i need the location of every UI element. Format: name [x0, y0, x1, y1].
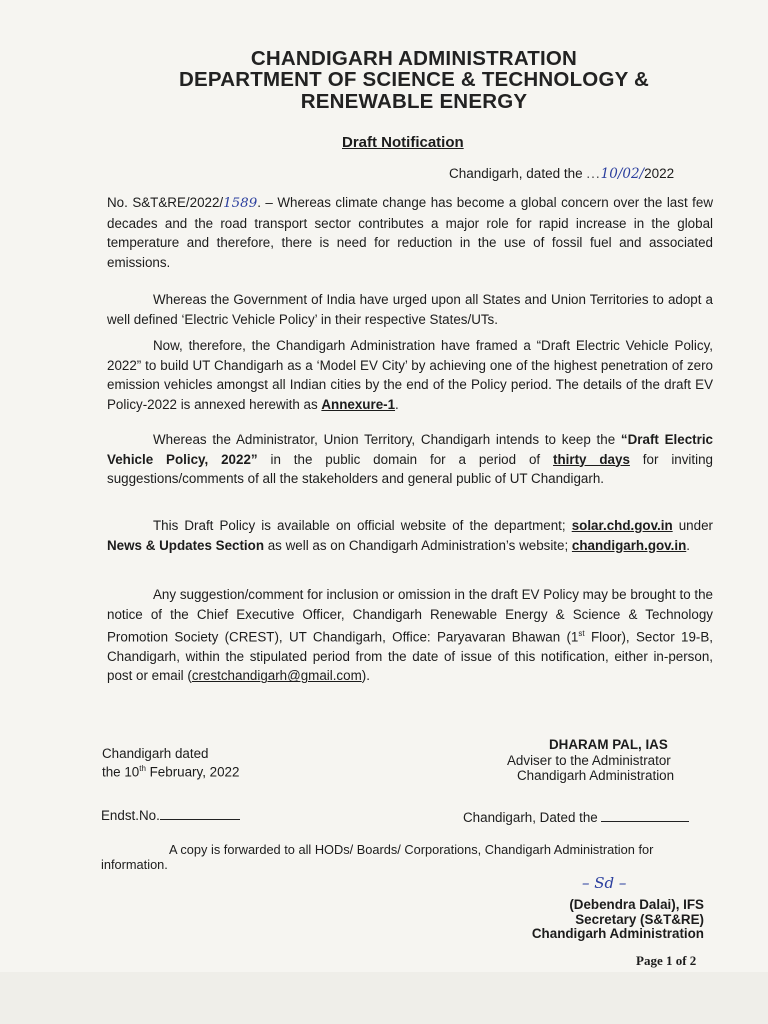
header-line-1: CHANDIGARH ADMINISTRATION: [250, 47, 578, 70]
reference-prefix: No. S&T&RE/2022/: [107, 195, 224, 210]
signatory-title: Adviser to the Administrator: [507, 753, 671, 768]
issue-date-line-2: [102, 760, 239, 780]
paragraph-6: [107, 585, 713, 686]
thirty-days: thirty days: [553, 451, 630, 467]
paragraph-3-end: .: [395, 396, 399, 412]
signatory-organization: Chandigarh Administration: [517, 768, 675, 783]
paragraph-3-text: Now, therefore, the Chandigarh Administration have framed a “Draft Electric Vehicle Policy, 2022” to build UT Chandigarh as a ‘Model EV City’ by achieving one of the highest penetration of zero emission vehicles amongst all Indian cities by the end of the Policy period. The details of the draft EV Policy-2022 is annexed herewith as: [107, 338, 713, 412]
forwarding-note: [101, 842, 707, 872]
secretary-title: Secretary (S&T&RE): [575, 912, 704, 927]
date-prefix: Chandigarh, dated the: [449, 166, 583, 181]
page-number: Page 1 of 2: [636, 953, 697, 968]
date-dots: ...: [586, 166, 601, 181]
news-updates-section: News & Updates Section: [107, 537, 265, 553]
endorsement-number-blank: [160, 807, 240, 820]
scan-bottom-edge: [0, 972, 768, 1024]
paragraph-6-end: ).: [361, 668, 370, 684]
issue-date-day: the 10: [102, 764, 140, 780]
administration-website-link[interactable]: chandigarh.gov.in: [571, 537, 687, 553]
department-website-link[interactable]: solar.chd.gov.in: [571, 518, 673, 533]
reference-dash: . –: [257, 195, 273, 210]
paragraph-5-text-b: under: [672, 518, 713, 533]
paragraph-4-text-c: for inviting suggestions/comments of all the stakeholders and general public of UT Chandigarh.: [107, 451, 713, 486]
signature-mark: – Sd –: [582, 874, 627, 892]
paragraph-2: Whereas the Government of India have urged upon all States and Union Territories to adopt a well defined ‘Electric Vehicle Policy’ in their respective States/UTs.: [107, 292, 713, 327]
endorsement-number: [101, 807, 240, 824]
paragraph-1-text: Whereas climate change has become a global concern over the last few decades and the road transport sector contributes a major role for rapid increase in the global temperature and therefore, there is need for reduction in the use of fossil fuel and associated emissions.: [107, 195, 713, 270]
notice-title: Draft Notification: [342, 134, 464, 151]
paragraph-1: [107, 193, 713, 272]
date-year: 2022: [644, 166, 675, 181]
signatory-name: DHARAM PAL, IAS: [549, 737, 668, 752]
paragraph-6-text-b: Floor), Sector 19-B, Chandigarh, within the stipulated period from the date of issue of this notification, either in-person, post or email (: [107, 629, 714, 684]
date-line: [449, 166, 674, 182]
handwritten-reference-number: 1589: [223, 196, 258, 211]
endorsement-date: [463, 809, 689, 826]
forwarding-text: A copy is forwarded to all HODs/ Boards/ Corporations, Chandigarh Administration for information.: [101, 842, 654, 872]
paragraph-5-text-c: as well as on Chandigarh Administration’s website;: [264, 537, 572, 553]
header-line-2: DEPARTMENT OF SCIENCE & TECHNOLOGY &: [179, 68, 649, 91]
ordinal-th: th: [139, 764, 146, 773]
annexure-reference: Annexure-1: [321, 396, 396, 412]
paragraph-6-text-a: Any suggestion/comment for inclusion or omission in the draft EV Policy may be brought to the notice of the Chief Executive Officer, Chandigarh Renewable Energy & Science & Technology Promotion Society (CREST), UT Chandigarh, Office: Paryavaran Bhawan (1: [107, 587, 713, 645]
paragraph-3: [107, 336, 713, 414]
endorsement-date-blank: [601, 809, 689, 822]
issue-date-month-year: February, 2022: [145, 764, 240, 780]
paragraph-4: [107, 430, 713, 489]
policy-name: “Draft Electric Vehicle Policy, 2022”: [107, 432, 714, 467]
header-line-3: RENEWABLE ENERGY: [300, 90, 528, 113]
email-link[interactable]: crestchandigarh@gmail.com: [191, 668, 362, 684]
paragraph-4-text-a: Whereas the Administrator, Union Territory, Chandigarh intends to keep the: [153, 432, 621, 447]
paragraph-5-end: .: [686, 537, 690, 553]
issue-date-line-1: Chandigarh dated: [102, 746, 209, 761]
secretary-name: (Debendra Dalai), IFS: [569, 897, 704, 912]
paragraph-5: [107, 516, 713, 555]
paragraph-4-text-b: in the public domain for a period of: [257, 451, 554, 467]
endorsement-label: Endst.No.: [101, 808, 160, 823]
ordinal-st: st: [578, 629, 585, 638]
paragraph-5-text-a: This Draft Policy is available on official website of the department;: [153, 518, 572, 533]
secretary-organization: Chandigarh Administration: [531, 926, 704, 941]
handwritten-date: 10/02/: [600, 166, 645, 182]
endorsement-date-label: Chandigarh, Dated the: [463, 810, 598, 825]
